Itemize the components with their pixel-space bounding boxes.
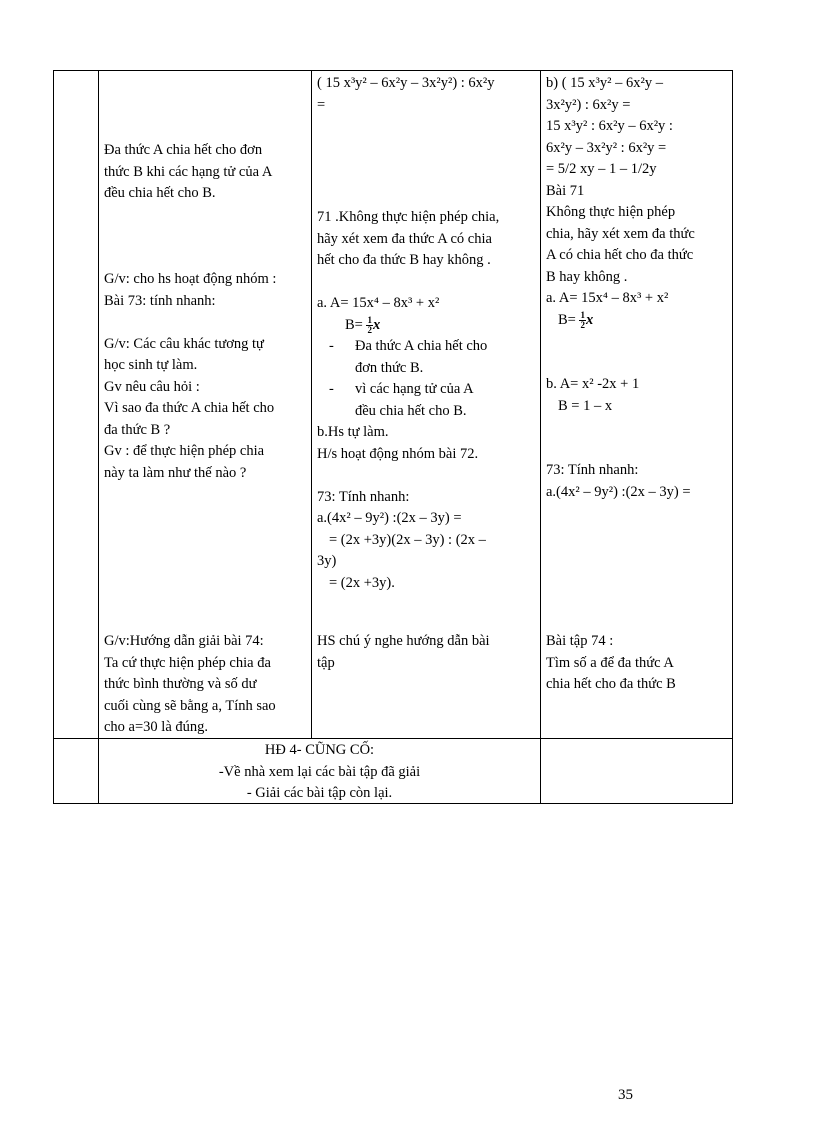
text-line: hãy xét xem đa thức A có chia [317, 230, 492, 247]
bullet-item: - vì các hạng tử của A [329, 381, 474, 397]
text-line: thức bình thường và số dư [104, 676, 257, 692]
student-activity-top [317, 73, 537, 116]
consolidation-section [99, 740, 540, 805]
text-line: cuối cùng sẽ bằng a, Tính sao [104, 697, 276, 714]
text-line: Bài tập 74 : [546, 633, 614, 649]
student-activity-74 [317, 631, 537, 674]
text-line: chia, hãy xét xem đa thức [546, 225, 695, 242]
text-line: đều chia hết cho B. [104, 185, 216, 201]
text-line: Không thực hiện phép [546, 204, 676, 220]
text-line: Vì sao đa thức A chia hết cho [104, 400, 275, 416]
text-line: Đa thức A chia hết cho đơn [104, 142, 263, 158]
polynomial-a: a. A= 15x⁴ – 8x³ + x² [317, 295, 440, 311]
text-line: đa thức B ? [104, 421, 171, 438]
content-exercise-74 [546, 631, 730, 696]
text-line: Ta cứ thực hiện phép chia đa [104, 654, 271, 671]
text-line: a.(4x² – 9y²) :(2x – 3y) = [546, 483, 691, 500]
text-line: Bài 71 [546, 182, 585, 199]
bullet-item: - Đa thức A chia hết cho [329, 338, 488, 354]
text-line: 73: Tính nhanh: [317, 488, 410, 505]
text-line: Bài 73: tính nhanh: [104, 292, 216, 309]
homework-line: -Về nhà xem lại các bài tập đã giải [218, 763, 421, 780]
table-top-border [53, 70, 733, 71]
column-divider-1 [98, 70, 99, 804]
fraction: $\frac{1}{2}$ [367, 314, 372, 335]
text-line: 71 .Không thực hiện phép chia, [317, 209, 500, 225]
teacher-activity-column [104, 140, 308, 484]
text-line: HS chú ý nghe hướng dẫn bài [317, 633, 490, 649]
text-line: này ta làm như thế nào ? [104, 464, 247, 481]
text-line: B = 1 – x [558, 397, 613, 414]
text-line: chia hết cho đa thức B [546, 676, 676, 692]
monomial-b: B= $\frac{1}{2}$ x [558, 309, 594, 330]
text-line: 73: Tính nhanh: [546, 462, 639, 478]
teacher-guidance-74 [104, 631, 308, 739]
text-line: cho a=30 là đúng. [104, 719, 209, 735]
table-right-border [732, 70, 733, 804]
table-left-border [53, 70, 54, 804]
text-line: = (2x +3y). [329, 574, 395, 591]
monomial-b: B= $\frac{1}{2}$ x [345, 314, 381, 335]
text-line: Gv nêu câu hỏi : [104, 378, 200, 395]
division-expression: ( 15 x³y² – 6x²y – 3x²y²) : 6x²y [317, 75, 495, 91]
column-divider-3 [540, 70, 541, 804]
text-line: G/v: Các câu khác tương tự [104, 335, 264, 352]
section-heading: HĐ 4- CŨNG CỐ: [264, 742, 375, 758]
homework-line: - Giải các bài tập còn lại. [246, 785, 393, 801]
text-line: b. A= x² -2x + 1 [546, 376, 640, 392]
text-line: H/s hoạt động nhóm bài 72. [317, 445, 479, 462]
text-line: G/v: cho hs hoạt động nhóm : [104, 271, 277, 287]
text-line: B hay không . [546, 268, 628, 285]
text-line: b) ( 15 x³y² – 6x²y – [546, 75, 663, 91]
student-activity-71 [317, 207, 537, 594]
equals-sign: = [317, 96, 326, 113]
column-divider-2 [311, 70, 312, 739]
text-line: hết cho đa thức B hay không . [317, 252, 491, 268]
text-line: a.(4x² – 9y²) :(2x – 3y) = [317, 510, 462, 526]
text-line: = 5/2 xy – 1 – 1/2y [546, 161, 657, 177]
text-line: 15 x³y² : 6x²y – 6x²y : [546, 118, 673, 134]
text-line: 6x²y – 3x²y² : 6x²y = [546, 139, 667, 156]
text-line: 3y) [317, 553, 337, 569]
text-line: tập [317, 654, 335, 671]
text-line: G/v:Hướng dẫn giải bài 74: [104, 633, 264, 649]
text-line: A có chia hết cho đa thức [546, 247, 694, 263]
text-line: Gv : để thực hiện phép chia [104, 443, 265, 459]
text-line: = (2x +3y)(2x – 3y) : (2x – [329, 531, 486, 548]
content-column [546, 73, 730, 503]
polynomial-a: a. A= 15x⁴ – 8x³ + x² [546, 290, 669, 306]
fraction: $\frac{1}{2}$ [580, 309, 585, 330]
text-line: 3x²y²) : 6x²y = [546, 96, 631, 113]
text-line: học sinh tự làm. [104, 357, 198, 373]
text-line: b.Hs tự làm. [317, 424, 389, 440]
bullet-continuation: đều chia hết cho B. [355, 402, 467, 419]
page-number: 35 [618, 1087, 633, 1103]
text-line: Tìm số a để đa thức A [546, 654, 674, 671]
text-line: thức B khi các hạng tử của A [104, 163, 273, 180]
bullet-continuation: đơn thức B. [355, 359, 424, 376]
